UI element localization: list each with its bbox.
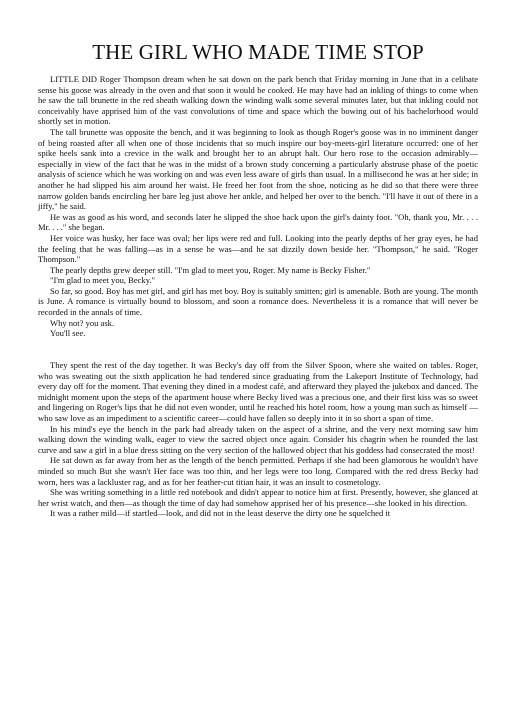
paragraph: She was writing something in a little red notebook and didn't appear to notice him at first. Presently, however, she glanced at her wrist watch, and then—as though the time of day had somehow apprised her of his presence—she looked in his direction. (38, 487, 478, 508)
paragraph: Her voice was husky, her face was oval; her lips were red and full. Looking into the pearly depths of her gray eyes, he had the feeling that he was falling—as in a sense he was—and he sat dizzily down beside her. "Thompson," he said. "Roger Thompson." (38, 232, 478, 265)
paragraph: So far, so good. Boy has met girl, and girl has met boy. Boy is suitably smitten; girl is amenable. Both are young. The month is June. A romance is virtually bound to blossom, and soon a romance does. Nevertheless it is a romance that will never be recorded in the annals of time. (38, 285, 478, 318)
paragraph: He sat down as far away from her as the length of the bench permitted. Perhaps if she had been glamorous he wouldn't have minded so much But she wasn't Her face was too thin, and her legs were too long. Compared with the red dress Becky had worn, hers was a lackluster rag, and as for her feather-cut titian hair, it was an insult to cosmetology. (38, 455, 478, 487)
paragraph: In his mind's eye the bench in the park had already taken on the aspect of a shrine, and the very next morning saw him walking down the winding walk, eager to view the sacred object once again. Consider his chagrin when he rounded the last curve and saw a girl in a blue dress sitting on the very section of the hallowed object that his goddess had consecrated the most! (38, 423, 478, 455)
section-break (38, 339, 478, 350)
paragraph: The pearly depths grew deeper still. "I'm glad to meet you, Roger. My name is Becky Fisher." (50, 264, 371, 275)
paragraph: He was as good as his word, and seconds later he slipped the shoe back upon the girl's dainty foot. "Oh, thank you, Mr. . . . Mr. . . ." she began. (38, 211, 478, 233)
paragraph: You'll see. (50, 328, 86, 339)
section-break (38, 349, 478, 360)
paragraph: Why not? you ask. (50, 317, 115, 328)
paragraph: "I'm glad to meet you, Becky." (50, 275, 156, 286)
paragraph: It was a rather mild—if startled—look, and did not in the least deserve the dirty one he squelched it (50, 508, 391, 519)
paragraph: The tall brunette was opposite the bench, and it was beginning to look as though Roger's goose was in no imminent danger of being roasted after all when one of those incidents that so much inspire our boy-meets-girl literature occurred: one of her spike heels sank into a crevice in the walk and brought her to an abrupt halt. Our hero rose to the occasion admirably—especially in view of the fact that he was in the midst of a brown study concerning a particularly abstruse phase of the poetic analysis of science which he was working on and was even less aware of girls than usual. In a millisecond he was at her side; in another he had slipped his aim around her waist. He freed her foot from the shoe, noticing as he did so that there were three narrow golden bands encircling her bare leg just above her ankle, and helped her over to the bench. "I'll have it out of there in a jiffy," he said. (38, 126, 478, 212)
paragraph: They spent the rest of the day together. It was Becky's day off from the Silver Spoon, where she waited on tables. Roger, who was sweating out the sixth application he had tendered since graduating from the Lakeport Institute of Technology, had every day off for the moment. That evening they dined in a modest café, and afterward they played the jukebox and danced. The midnight moment upon the steps of the apartment house where Becky lived was a precious one, and their first kiss was so sweet and lingering on Roger's lips that he did not even wonder, until he reached his hotel room, how a young man such as himself —who saw love as an impediment to a scientific career—could have fallen so deeply into it in so short a span of time. (38, 360, 478, 423)
story-title: THE GIRL WHO MADE TIME STOP (92, 40, 424, 64)
paragraph: LITTLE DID Roger Thompson dream when he sat down on the park bench that Friday morning in June that in a celibate sense his goose was already in the oven and that soon it would be cooked. He may have had an inkling of things to come when he saw the tall brunette in the red sheath walking down the winding walk some several minutes later, but that inkling could not conceivably have apprised him of the vast convolutions of time and space which the bowing out of his bachelorhood would shortly set in motion. (38, 74, 478, 127)
